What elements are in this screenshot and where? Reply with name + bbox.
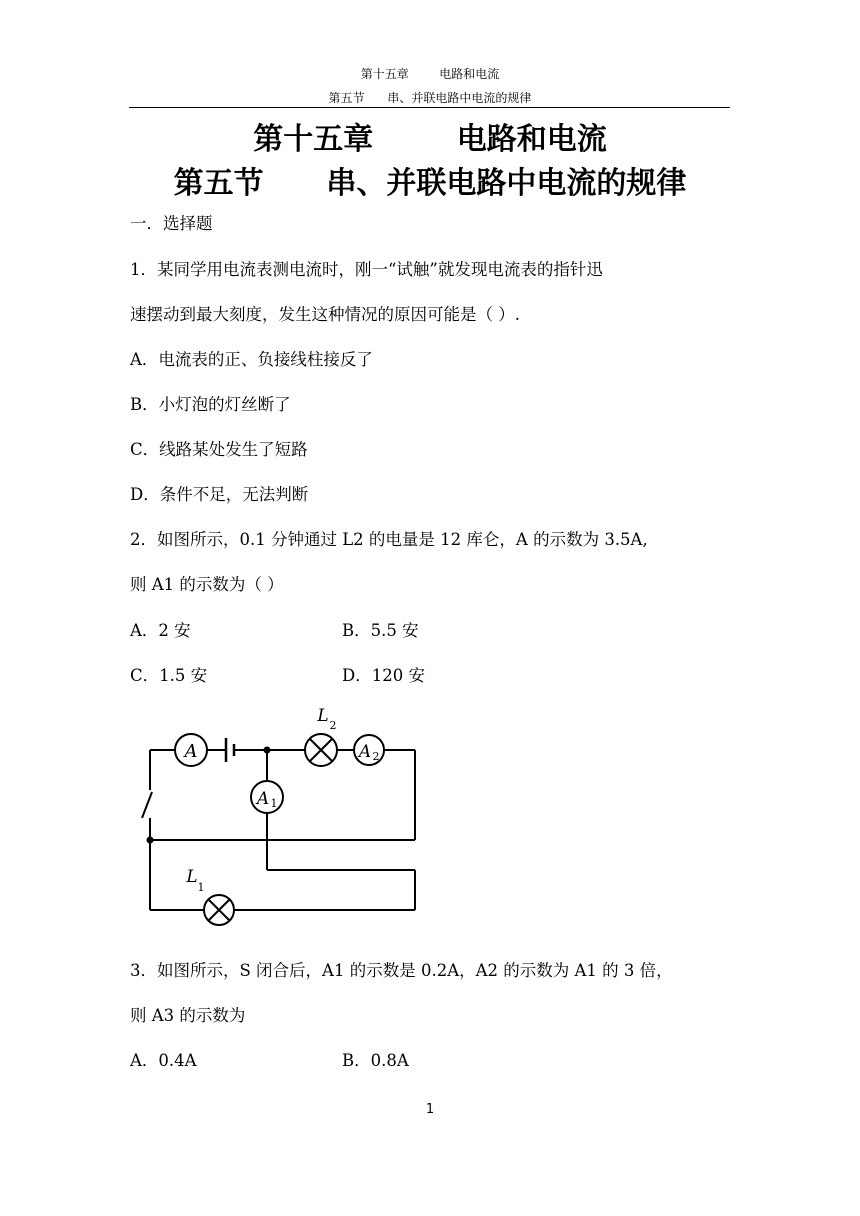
- lamp-l1: [185, 867, 234, 925]
- lamp-l1-letter: L: [186, 867, 198, 887]
- q3-stem-line1: 3．如图所示，S 闭合后，A1 的示数是 0.2A，A2 的示数为 A1 的 3 倍，: [130, 961, 673, 980]
- q1-option-c: C．线路某处发生了短路: [130, 440, 308, 459]
- chapter-title: 第十五章 电路和电流: [253, 122, 607, 157]
- ammeter-a1-letter: A: [256, 789, 270, 809]
- q1-stem-line2: 速摆动到最大刻度，发生这种情况的原因可能是（ ）.: [130, 305, 520, 324]
- battery-symbol: [226, 738, 234, 762]
- q2-option-a: A．2 安: [130, 621, 191, 640]
- q1-option-b: B．小灯泡的灯丝断了: [130, 395, 291, 414]
- page-number: 1: [425, 1102, 435, 1117]
- running-header-section: 第五节 串、并联电路中电流的规律: [328, 91, 532, 105]
- ammeter-a2-letter: A: [358, 742, 372, 762]
- ammeter-a-label: A: [184, 741, 198, 762]
- q3-stem-line2: 则 A3 的示数为: [130, 1006, 246, 1025]
- q1-stem-line1: 1．某同学用电流表测电流时，刚一“试触”就发现电流表的指针迅: [130, 260, 603, 279]
- junction-dot-top: [264, 747, 271, 754]
- q2-stem-line2: 则 A1 的示数为（ ）: [130, 575, 284, 594]
- lamp-l1-subscript: 1: [197, 881, 205, 894]
- circuit-diagram: [130, 700, 430, 930]
- q1-option-d: D．条件不足，无法判断: [130, 485, 309, 504]
- running-header-chapter: 第十五章 电路和电流: [360, 67, 500, 81]
- junction-dot-left: [147, 837, 154, 844]
- q1-option-a: A．电流表的正、负接线柱接反了: [130, 350, 373, 369]
- q3-option-a: A．0.4A: [130, 1051, 197, 1070]
- section-title: 第五节 串、并联电路中电流的规律: [173, 166, 687, 201]
- ammeter-a1: [251, 781, 283, 813]
- q2-stem-line1: 2．如图所示，0.1 分钟通过 L2 的电量是 12 库仑，A 的示数为 3.5A,: [130, 530, 648, 549]
- lamp-l2: [305, 706, 337, 766]
- lamp-l2-letter: L: [317, 706, 329, 726]
- q2-option-b: B．5.5 安: [342, 621, 419, 640]
- header-rule: [129, 107, 730, 108]
- ammeter-a1-subscript: 1: [270, 797, 278, 810]
- q3-option-b: B．0.8A: [342, 1051, 409, 1070]
- ammeter-a2-subscript: 2: [372, 750, 380, 763]
- ammeter-a: [175, 734, 207, 766]
- q2-option-d: D．120 安: [342, 666, 425, 685]
- section-heading: 一．选择题: [130, 214, 213, 233]
- lamp-l2-subscript: 2: [329, 719, 337, 732]
- q2-option-c: C．1.5 安: [130, 666, 208, 685]
- ammeter-a2: [354, 735, 384, 765]
